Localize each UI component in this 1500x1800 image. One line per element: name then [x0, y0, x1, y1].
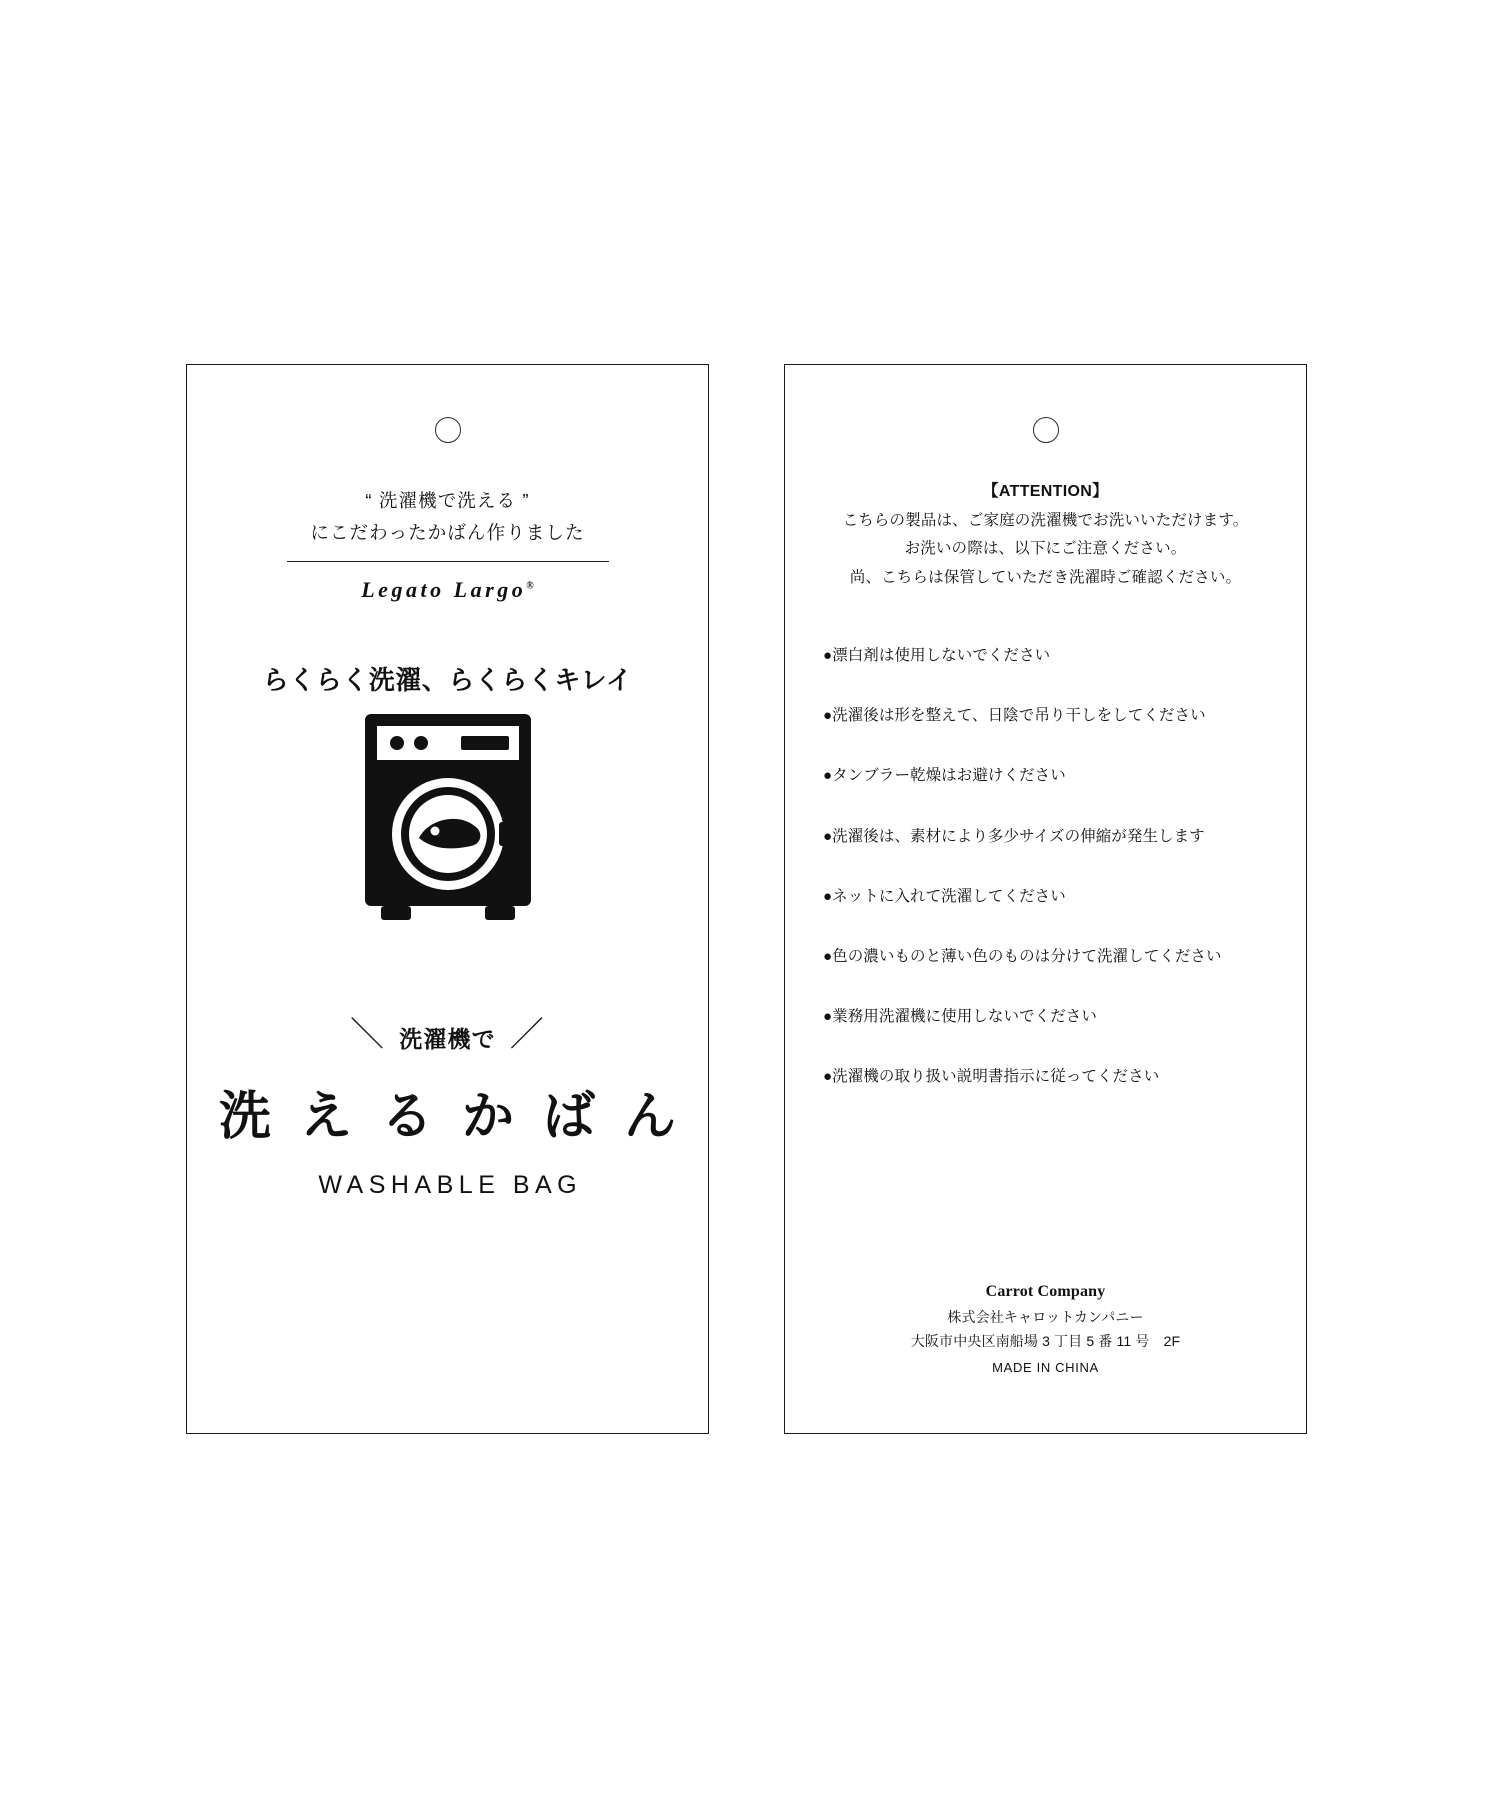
attention-line: お洗いの際は、以下にご注意ください。 — [904, 540, 1187, 558]
list-item-label: 洗濯機の取り扱い説明書指示に従ってください — [832, 1068, 1160, 1086]
list-item-label: 漂白剤は使用しないでください — [832, 647, 1051, 664]
front-main-title-en: WASHABLE BAG — [318, 1171, 583, 1199]
bullet-icon: ● — [823, 947, 833, 965]
attention-line: 尚、こちらは保管していただき洗濯時ご確認ください。 — [849, 568, 1242, 586]
list-item — [823, 1066, 1278, 1088]
list-item-label: タンブラー乾燥はお避けください — [832, 767, 1066, 785]
bullet-icon: ● — [823, 647, 833, 664]
front-tagline: らくらく洗濯、らくらくキレイ — [262, 665, 633, 695]
front-main-title-jp: 洗 え る か ば ん — [218, 1088, 684, 1146]
made-in-label: MADE IN CHINA — [992, 1359, 1099, 1375]
list-item — [823, 705, 1278, 727]
list-item — [823, 1006, 1278, 1028]
hang-tag-back — [784, 364, 1307, 1434]
company-address: 大阪市中央区南船場 3 丁目 5 番 11 号 2F — [910, 1333, 1181, 1350]
slash-right-icon: ／ — [509, 1016, 545, 1054]
company-name-en: Carrot Company — [985, 1283, 1106, 1301]
company-name-jp: 株式会社キャロットカンパニー — [947, 1308, 1144, 1325]
list-item-label: 色の濃いものと薄い色のものは分けて洗濯してください — [832, 947, 1222, 965]
list-item — [823, 946, 1278, 968]
registered-mark: ® — [526, 580, 534, 592]
front-headline — [187, 485, 708, 603]
front-sub-label: 洗濯機で — [399, 1025, 496, 1052]
list-item-label: ネットに入れて洗濯してください — [832, 887, 1066, 905]
list-item — [823, 886, 1278, 908]
bullet-icon: ● — [823, 827, 833, 845]
list-item-label: 洗濯後は形を整えて、日陰で吊り干しをしてください — [832, 707, 1206, 725]
brand-name: Legato Largo — [361, 576, 527, 602]
slash-left-icon: ＼ — [350, 1016, 386, 1054]
list-item-label: 洗濯後は、素材により多少サイズの伸縮が発生します — [832, 827, 1205, 845]
attention-title: 【ATTENTION】 — [982, 483, 1109, 500]
list-item — [823, 645, 1278, 667]
list-item — [823, 765, 1278, 787]
bullet-icon: ● — [823, 887, 833, 905]
bullet-icon: ● — [823, 1008, 833, 1026]
front-lower-block — [187, 1016, 708, 1200]
hang-tag-front — [186, 364, 709, 1434]
bullet-icon: ● — [823, 707, 833, 725]
list-item — [823, 826, 1278, 848]
attention-block — [785, 477, 1306, 593]
brand-logo — [361, 577, 534, 603]
bullet-icon: ● — [823, 767, 833, 785]
punch-hole-icon — [435, 417, 461, 443]
front-headline-line1: “ 洗濯機で洗える ” — [365, 490, 530, 511]
care-instruction-list — [823, 645, 1278, 1127]
divider-rule — [287, 561, 609, 562]
front-headline-line2: にこだわったかばん作りました — [310, 522, 585, 544]
attention-line: こちらの製品は、ご家庭の洗濯機でお洗いいただけます。 — [842, 511, 1249, 529]
company-info — [785, 1279, 1306, 1381]
bullet-icon: ● — [823, 1068, 833, 1086]
washing-machine-icon — [187, 710, 708, 933]
list-item-label: 業務用洗濯機に使用しないでください — [832, 1008, 1097, 1026]
punch-hole-icon — [1033, 417, 1059, 443]
front-sub-label-row — [187, 1016, 708, 1054]
